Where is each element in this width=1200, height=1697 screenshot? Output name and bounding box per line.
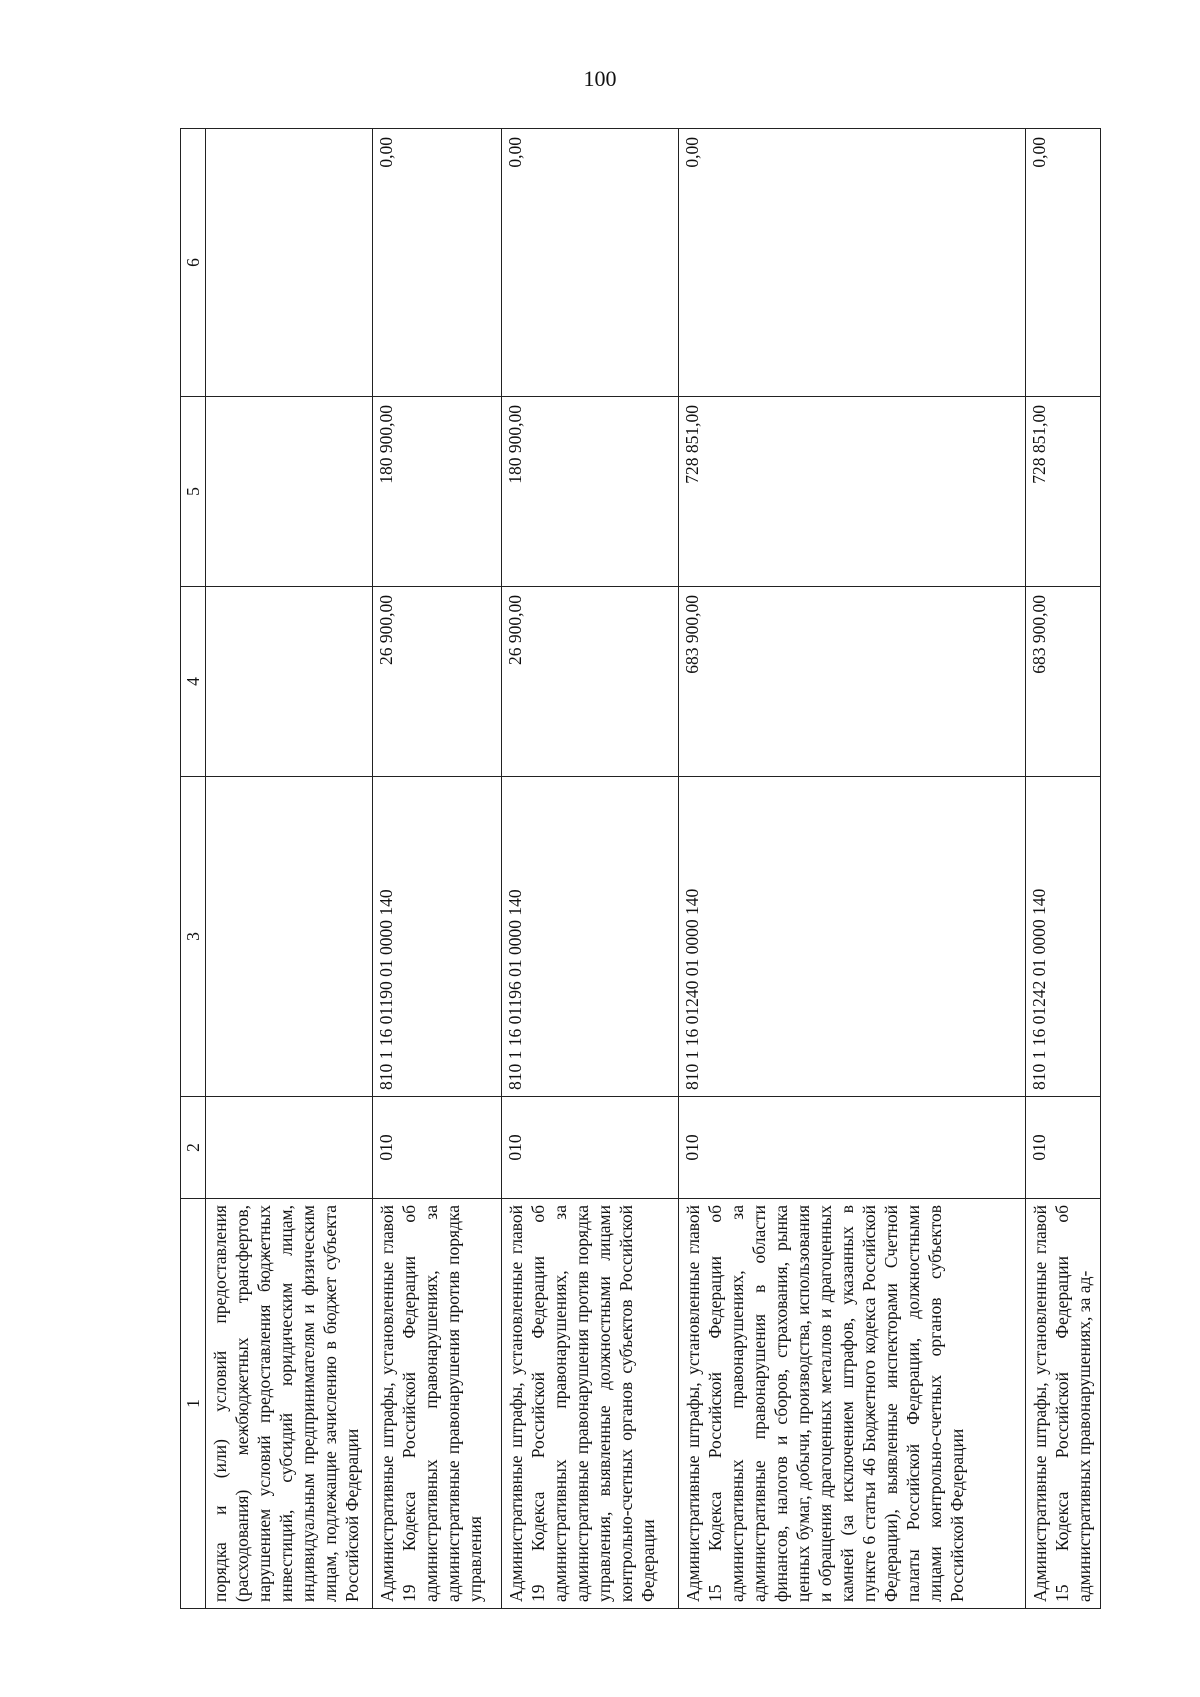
row-col6-value: 0,00 (502, 129, 679, 397)
row-col4-value: 683 900,00 (679, 587, 1026, 777)
row-kbk-code (206, 777, 373, 1097)
table-header-row (181, 129, 206, 1609)
table-row (1026, 129, 1101, 1609)
table-row (502, 129, 679, 1609)
row-line-code: 010 (1026, 1097, 1101, 1199)
column-header-5: 5 (181, 397, 206, 587)
rotated-table-container (180, 129, 1094, 1609)
row-col5-value: 180 900,00 (502, 397, 679, 587)
row-col5-value: 180 900,00 (373, 397, 502, 587)
row-description: Административные штрафы, установленные главой 19 Кодекса Российской Федерации об административных правонарушениях, за административные правонарушения против порядка управления (373, 1199, 502, 1609)
row-kbk-code: 810 1 16 01242 01 0000 140 (1026, 777, 1101, 1097)
row-line-code: 010 (373, 1097, 502, 1199)
column-header-3: 3 (181, 777, 206, 1097)
row-description: порядка и (или) условий предоставления (расходования) межбюджетных трансфертов, нарушением условий предоставления бюджетных инвестиций, субсидий юридическим лицам, индивидуальным предпринимателям и физическим лицам, подлежащие зачислению в бюджет субъекта Российской Федерации (206, 1199, 373, 1609)
column-header-6: 6 (181, 129, 206, 397)
row-col5-value: 728 851,00 (1026, 397, 1101, 587)
budget-revenue-table (180, 128, 1101, 1609)
column-header-1: 1 (181, 1199, 206, 1609)
row-description: Административные штрафы, установленные главой 15 Кодекса Российской Федерации об административных правонарушениях, за ад- (1026, 1199, 1101, 1609)
row-col5-value: 728 851,00 (679, 397, 1026, 587)
column-header-4: 4 (181, 587, 206, 777)
row-description: Административные штрафы, установленные главой 19 Кодекса Российской Федерации об административных правонарушениях, за административные правонарушения против порядка управления, выявленные должностными лицами контрольно-счетных органов субъектов Российской Федерации (502, 1199, 679, 1609)
row-line-code: 010 (502, 1097, 679, 1199)
row-kbk-code: 810 1 16 01240 01 0000 140 (679, 777, 1026, 1097)
table-row (206, 129, 373, 1609)
row-col4-value: 683 900,00 (1026, 587, 1101, 777)
row-col6-value: 0,00 (373, 129, 502, 397)
row-col4-value: 26 900,00 (373, 587, 502, 777)
row-description: Административные штрафы, установленные главой 15 Кодекса Российской Федерации об административных правонарушениях, за административные правонарушения в области финансов, налогов и сборов, страхования, рынка ценных бумаг, добычи, производства, использования и обращения драгоценных металлов и драгоценных камней (за исключением штрафов, указанных в пункте 6 статьи 46 Бюджетного кодекса Российской Федерации), выявленные инспекторами Счетной палаты Российской Федерации, должностными лицами контрольно-счетных органов субъектов Российской Федерации (679, 1199, 1026, 1609)
table-row (373, 129, 502, 1609)
table-row (679, 129, 1026, 1609)
row-col6-value: 0,00 (1026, 129, 1101, 397)
row-col5-value (206, 397, 373, 587)
row-kbk-code: 810 1 16 01190 01 0000 140 (373, 777, 502, 1097)
row-kbk-code: 810 1 16 01196 01 0000 140 (502, 777, 679, 1097)
row-line-code: 010 (679, 1097, 1026, 1199)
column-header-2: 2 (181, 1097, 206, 1199)
row-col4-value: 26 900,00 (502, 587, 679, 777)
page-number: 100 (583, 66, 617, 91)
row-line-code (206, 1097, 373, 1199)
row-col6-value: 0,00 (679, 129, 1026, 397)
row-col6-value (206, 129, 373, 397)
row-col4-value (206, 587, 373, 777)
